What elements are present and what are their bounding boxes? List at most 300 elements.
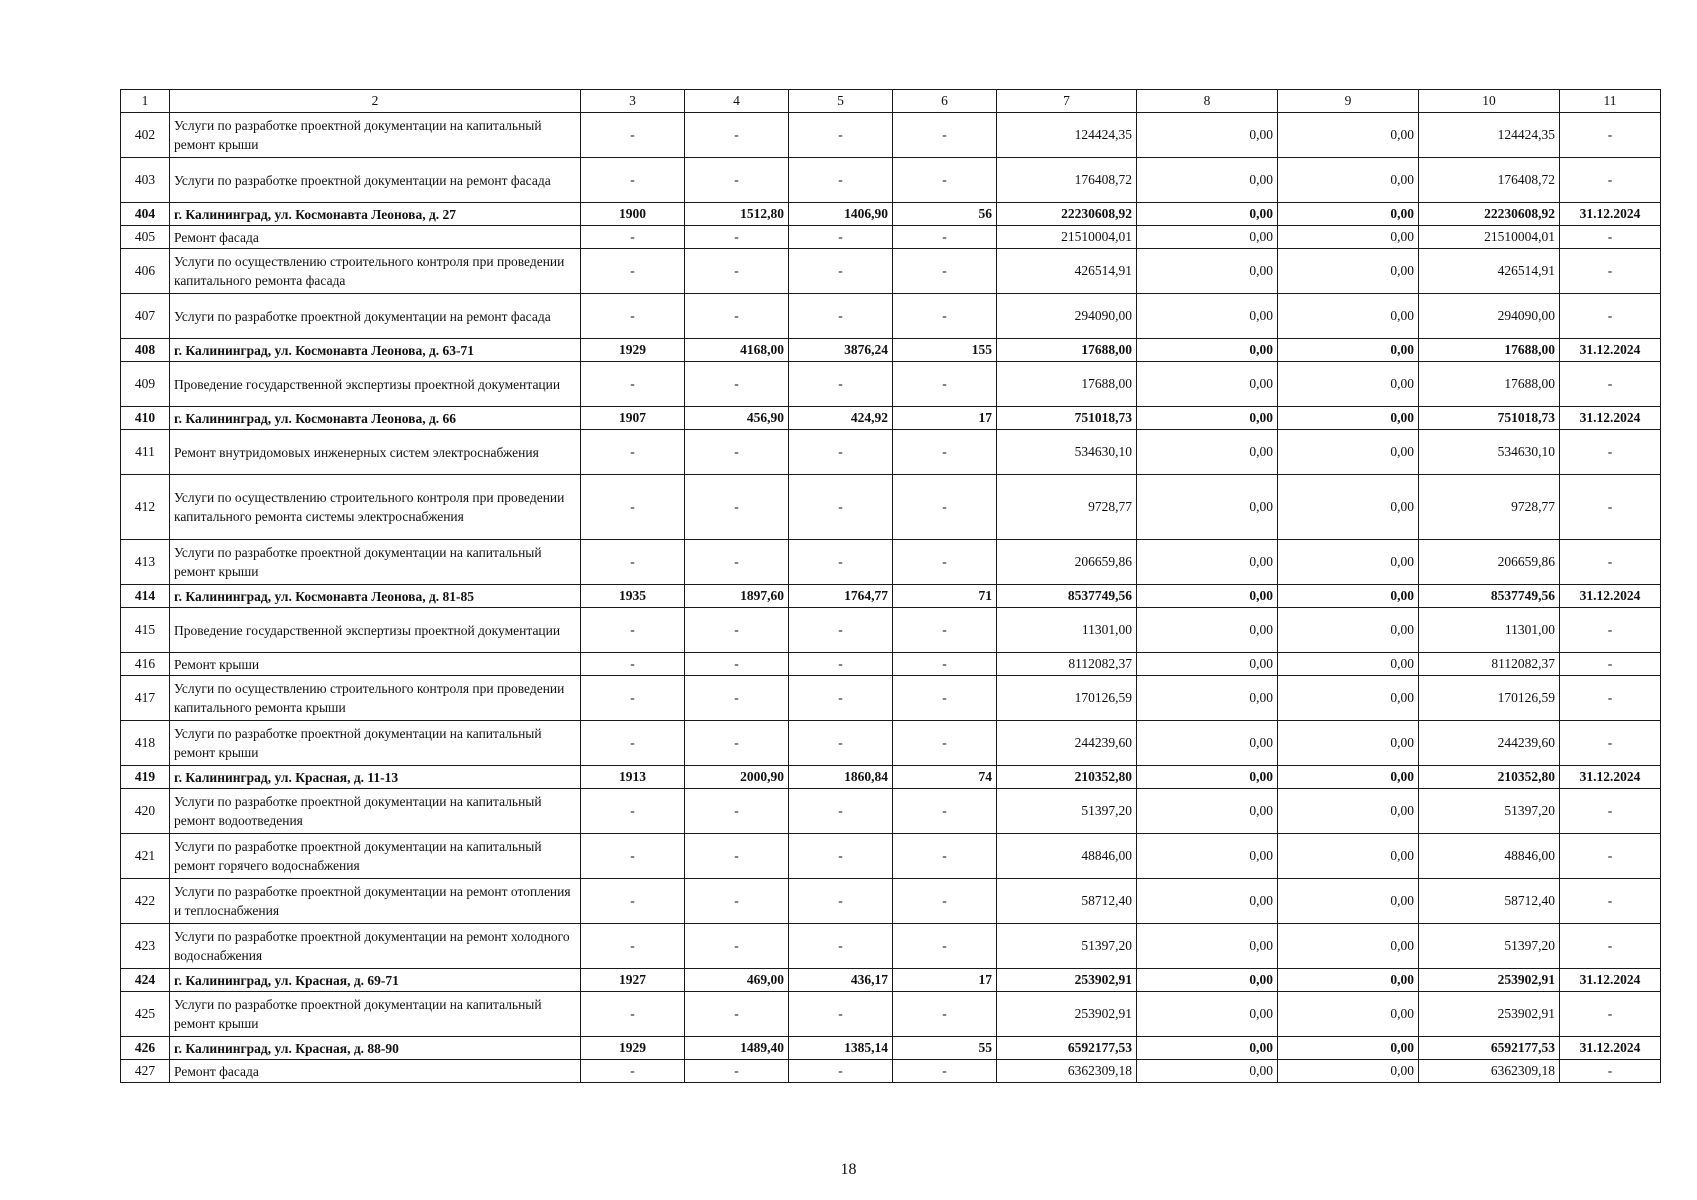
col-3-year-cell: 1927 <box>581 969 685 992</box>
work-item-row <box>121 430 1661 475</box>
row-number-cell: 412 <box>121 475 170 540</box>
col-10-total-cell: 6362309,18 <box>1419 1060 1560 1083</box>
work-item-row <box>121 992 1661 1037</box>
col-9-amount-cell: 0,00 <box>1278 1060 1419 1083</box>
address-row <box>121 969 1661 992</box>
col-8-amount-cell: 0,00 <box>1137 540 1278 585</box>
header-cell: 3 <box>581 90 685 113</box>
col-3-year-cell: - <box>581 158 685 203</box>
col-9-amount-cell: 0,00 <box>1278 407 1419 430</box>
col-9-amount-cell: 0,00 <box>1278 362 1419 407</box>
row-name-cell: Ремонт фасада <box>170 1060 581 1083</box>
col-6-count-cell: - <box>893 653 997 676</box>
col-7-total-cell: 210352,80 <box>997 766 1137 789</box>
header-cell: 1 <box>121 90 170 113</box>
col-7-total-cell: 534630,10 <box>997 430 1137 475</box>
col-10-total-cell: 21510004,01 <box>1419 226 1560 249</box>
work-item-row <box>121 834 1661 879</box>
col-5-area-cell: 1406,90 <box>789 203 893 226</box>
col-4-area-cell: - <box>685 789 789 834</box>
col-3-year-cell: 1907 <box>581 407 685 430</box>
col-11-date-cell: - <box>1560 721 1661 766</box>
col-6-count-cell: - <box>893 789 997 834</box>
row-name-cell: Проведение государственной экспертизы проектной документации <box>170 362 581 407</box>
col-3-year-cell: - <box>581 834 685 879</box>
col-9-amount-cell: 0,00 <box>1278 721 1419 766</box>
row-number-cell: 426 <box>121 1037 170 1060</box>
col-9-amount-cell: 0,00 <box>1278 1037 1419 1060</box>
col-11-date-cell: - <box>1560 789 1661 834</box>
col-11-date-cell: - <box>1560 249 1661 294</box>
row-name-cell: Услуги по разработке проектной документации на капитальный ремонт крыши <box>170 540 581 585</box>
col-7-total-cell: 8112082,37 <box>997 653 1137 676</box>
col-5-area-cell: 1385,14 <box>789 1037 893 1060</box>
col-9-amount-cell: 0,00 <box>1278 879 1419 924</box>
col-6-count-cell: - <box>893 992 997 1037</box>
col-8-amount-cell: 0,00 <box>1137 721 1278 766</box>
col-4-area-cell: - <box>685 653 789 676</box>
col-5-area-cell: - <box>789 362 893 407</box>
row-name-cell: г. Калининград, ул. Красная, д. 11-13 <box>170 766 581 789</box>
col-7-total-cell: 51397,20 <box>997 924 1137 969</box>
col-3-year-cell: - <box>581 789 685 834</box>
col-8-amount-cell: 0,00 <box>1137 362 1278 407</box>
col-11-date-cell: - <box>1560 113 1661 158</box>
col-6-count-cell: 56 <box>893 203 997 226</box>
col-10-total-cell: 210352,80 <box>1419 766 1560 789</box>
address-row <box>121 203 1661 226</box>
col-5-area-cell: - <box>789 653 893 676</box>
row-number-cell: 408 <box>121 339 170 362</box>
row-number-cell: 411 <box>121 430 170 475</box>
work-item-row <box>121 158 1661 203</box>
col-9-amount-cell: 0,00 <box>1278 294 1419 339</box>
col-3-year-cell: - <box>581 540 685 585</box>
address-row <box>121 339 1661 362</box>
col-5-area-cell: - <box>789 608 893 653</box>
address-row <box>121 407 1661 430</box>
col-11-date-cell: - <box>1560 540 1661 585</box>
col-11-date-cell: 31.12.2024 <box>1560 766 1661 789</box>
col-3-year-cell: - <box>581 924 685 969</box>
col-8-amount-cell: 0,00 <box>1137 203 1278 226</box>
col-11-date-cell: - <box>1560 879 1661 924</box>
row-number-cell: 423 <box>121 924 170 969</box>
col-9-amount-cell: 0,00 <box>1278 924 1419 969</box>
col-6-count-cell: 17 <box>893 969 997 992</box>
col-4-area-cell: - <box>685 676 789 721</box>
col-4-area-cell: 456,90 <box>685 407 789 430</box>
row-number-cell: 424 <box>121 969 170 992</box>
col-6-count-cell: 74 <box>893 766 997 789</box>
row-name-cell: г. Калининград, ул. Космонавта Леонова, д. 66 <box>170 407 581 430</box>
header-cell: 11 <box>1560 90 1661 113</box>
col-6-count-cell: - <box>893 158 997 203</box>
col-7-total-cell: 9728,77 <box>997 475 1137 540</box>
col-7-total-cell: 253902,91 <box>997 969 1137 992</box>
row-number-cell: 421 <box>121 834 170 879</box>
col-8-amount-cell: 0,00 <box>1137 789 1278 834</box>
col-5-area-cell: - <box>789 540 893 585</box>
col-7-total-cell: 8537749,56 <box>997 585 1137 608</box>
col-4-area-cell: - <box>685 158 789 203</box>
col-3-year-cell: - <box>581 721 685 766</box>
col-11-date-cell: 31.12.2024 <box>1560 339 1661 362</box>
col-7-total-cell: 426514,91 <box>997 249 1137 294</box>
row-name-cell: г. Калининград, ул. Красная, д. 69-71 <box>170 969 581 992</box>
work-item-row <box>121 294 1661 339</box>
col-11-date-cell: - <box>1560 834 1661 879</box>
col-3-year-cell: - <box>581 249 685 294</box>
row-name-cell: Услуги по разработке проектной документации на капитальный ремонт крыши <box>170 721 581 766</box>
col-10-total-cell: 124424,35 <box>1419 113 1560 158</box>
row-number-cell: 404 <box>121 203 170 226</box>
row-name-cell: Услуги по разработке проектной документации на капитальный ремонт крыши <box>170 113 581 158</box>
col-11-date-cell: - <box>1560 158 1661 203</box>
col-6-count-cell: - <box>893 721 997 766</box>
header-cell: 7 <box>997 90 1137 113</box>
row-name-cell: г. Калининград, ул. Красная, д. 88-90 <box>170 1037 581 1060</box>
col-7-total-cell: 51397,20 <box>997 789 1137 834</box>
col-11-date-cell: 31.12.2024 <box>1560 407 1661 430</box>
row-number-cell: 410 <box>121 407 170 430</box>
column-number-header <box>121 90 1661 113</box>
col-6-count-cell: 55 <box>893 1037 997 1060</box>
col-10-total-cell: 426514,91 <box>1419 249 1560 294</box>
col-5-area-cell: - <box>789 1060 893 1083</box>
col-11-date-cell: - <box>1560 362 1661 407</box>
repair-schedule-table <box>120 89 1661 1083</box>
col-6-count-cell: - <box>893 608 997 653</box>
col-7-total-cell: 48846,00 <box>997 834 1137 879</box>
row-number-cell: 402 <box>121 113 170 158</box>
row-number-cell: 422 <box>121 879 170 924</box>
row-name-cell: Услуги по разработке проектной документации на капитальный ремонт водоотведения <box>170 789 581 834</box>
col-4-area-cell: - <box>685 879 789 924</box>
col-4-area-cell: - <box>685 226 789 249</box>
col-9-amount-cell: 0,00 <box>1278 676 1419 721</box>
header-cell: 4 <box>685 90 789 113</box>
col-3-year-cell: - <box>581 608 685 653</box>
col-5-area-cell: - <box>789 924 893 969</box>
header-cell: 6 <box>893 90 997 113</box>
col-6-count-cell: - <box>893 676 997 721</box>
col-7-total-cell: 751018,73 <box>997 407 1137 430</box>
col-6-count-cell: - <box>893 1060 997 1083</box>
col-9-amount-cell: 0,00 <box>1278 992 1419 1037</box>
col-6-count-cell: - <box>893 540 997 585</box>
row-name-cell: Ремонт внутридомовых инженерных систем электроснабжения <box>170 430 581 475</box>
col-3-year-cell: 1929 <box>581 1037 685 1060</box>
col-6-count-cell: - <box>893 924 997 969</box>
col-3-year-cell: - <box>581 362 685 407</box>
col-11-date-cell: - <box>1560 1060 1661 1083</box>
col-4-area-cell: - <box>685 924 789 969</box>
col-8-amount-cell: 0,00 <box>1137 158 1278 203</box>
col-10-total-cell: 294090,00 <box>1419 294 1560 339</box>
row-name-cell: Ремонт фасада <box>170 226 581 249</box>
col-8-amount-cell: 0,00 <box>1137 294 1278 339</box>
col-4-area-cell: - <box>685 113 789 158</box>
work-item-row <box>121 924 1661 969</box>
col-11-date-cell: 31.12.2024 <box>1560 585 1661 608</box>
col-7-total-cell: 244239,60 <box>997 721 1137 766</box>
row-number-cell: 409 <box>121 362 170 407</box>
col-5-area-cell: - <box>789 992 893 1037</box>
col-9-amount-cell: 0,00 <box>1278 249 1419 294</box>
col-6-count-cell: - <box>893 113 997 158</box>
col-9-amount-cell: 0,00 <box>1278 969 1419 992</box>
col-8-amount-cell: 0,00 <box>1137 585 1278 608</box>
col-6-count-cell: - <box>893 362 997 407</box>
col-8-amount-cell: 0,00 <box>1137 339 1278 362</box>
row-name-cell: Услуги по разработке проектной документации на капитальный ремонт горячего водоснабжения <box>170 834 581 879</box>
work-item-row <box>121 475 1661 540</box>
col-11-date-cell: - <box>1560 430 1661 475</box>
header-cell: 9 <box>1278 90 1419 113</box>
work-item-row <box>121 226 1661 249</box>
row-number-cell: 405 <box>121 226 170 249</box>
col-5-area-cell: - <box>789 226 893 249</box>
row-name-cell: Услуги по осуществлению строительного контроля при проведении капитального ремонта крыши <box>170 676 581 721</box>
col-3-year-cell: - <box>581 113 685 158</box>
col-5-area-cell: - <box>789 249 893 294</box>
row-number-cell: 427 <box>121 1060 170 1083</box>
col-8-amount-cell: 0,00 <box>1137 608 1278 653</box>
col-9-amount-cell: 0,00 <box>1278 766 1419 789</box>
repair-schedule-table-wrapper <box>120 89 1660 1083</box>
row-number-cell: 403 <box>121 158 170 203</box>
col-9-amount-cell: 0,00 <box>1278 608 1419 653</box>
row-number-cell: 407 <box>121 294 170 339</box>
col-8-amount-cell: 0,00 <box>1137 834 1278 879</box>
col-10-total-cell: 253902,91 <box>1419 969 1560 992</box>
row-name-cell: г. Калининград, ул. Космонавта Леонова, д. 63-71 <box>170 339 581 362</box>
col-10-total-cell: 751018,73 <box>1419 407 1560 430</box>
col-5-area-cell: - <box>789 430 893 475</box>
col-6-count-cell: 17 <box>893 407 997 430</box>
work-item-row <box>121 249 1661 294</box>
work-item-row <box>121 1060 1661 1083</box>
work-item-row <box>121 676 1661 721</box>
col-8-amount-cell: 0,00 <box>1137 226 1278 249</box>
row-name-cell: г. Калининград, ул. Космонавта Леонова, д. 81-85 <box>170 585 581 608</box>
col-8-amount-cell: 0,00 <box>1137 249 1278 294</box>
col-10-total-cell: 58712,40 <box>1419 879 1560 924</box>
col-10-total-cell: 244239,60 <box>1419 721 1560 766</box>
col-4-area-cell: - <box>685 249 789 294</box>
page-number: 18 <box>840 1161 857 1178</box>
col-4-area-cell: - <box>685 540 789 585</box>
col-10-total-cell: 534630,10 <box>1419 430 1560 475</box>
col-4-area-cell: 469,00 <box>685 969 789 992</box>
col-4-area-cell: - <box>685 834 789 879</box>
col-10-total-cell: 176408,72 <box>1419 158 1560 203</box>
col-7-total-cell: 17688,00 <box>997 362 1137 407</box>
col-5-area-cell: - <box>789 834 893 879</box>
address-row <box>121 766 1661 789</box>
col-10-total-cell: 8112082,37 <box>1419 653 1560 676</box>
col-4-area-cell: - <box>685 294 789 339</box>
row-name-cell: Ремонт крыши <box>170 653 581 676</box>
col-6-count-cell: - <box>893 879 997 924</box>
col-3-year-cell: 1913 <box>581 766 685 789</box>
work-item-row <box>121 540 1661 585</box>
col-8-amount-cell: 0,00 <box>1137 676 1278 721</box>
work-item-row <box>121 879 1661 924</box>
work-item-row <box>121 608 1661 653</box>
col-6-count-cell: - <box>893 430 997 475</box>
work-item-row <box>121 113 1661 158</box>
col-3-year-cell: 1900 <box>581 203 685 226</box>
col-10-total-cell: 51397,20 <box>1419 924 1560 969</box>
col-9-amount-cell: 0,00 <box>1278 475 1419 540</box>
address-row <box>121 1037 1661 1060</box>
header-cell: 2 <box>170 90 581 113</box>
row-name-cell: Услуги по разработке проектной документации на ремонт холодного водоснабжения <box>170 924 581 969</box>
col-7-total-cell: 170126,59 <box>997 676 1137 721</box>
col-5-area-cell: 424,92 <box>789 407 893 430</box>
col-7-total-cell: 176408,72 <box>997 158 1137 203</box>
col-4-area-cell: - <box>685 362 789 407</box>
col-8-amount-cell: 0,00 <box>1137 766 1278 789</box>
row-name-cell: Услуги по разработке проектной документации на ремонт отопления и теплоснабжения <box>170 879 581 924</box>
col-8-amount-cell: 0,00 <box>1137 992 1278 1037</box>
col-11-date-cell: 31.12.2024 <box>1560 203 1661 226</box>
col-4-area-cell: 1489,40 <box>685 1037 789 1060</box>
col-11-date-cell: - <box>1560 653 1661 676</box>
col-5-area-cell: 3876,24 <box>789 339 893 362</box>
col-9-amount-cell: 0,00 <box>1278 789 1419 834</box>
col-8-amount-cell: 0,00 <box>1137 879 1278 924</box>
col-3-year-cell: 1935 <box>581 585 685 608</box>
col-6-count-cell: - <box>893 226 997 249</box>
col-8-amount-cell: 0,00 <box>1137 407 1278 430</box>
row-name-cell: Проведение государственной экспертизы проектной документации <box>170 608 581 653</box>
col-7-total-cell: 58712,40 <box>997 879 1137 924</box>
col-5-area-cell: - <box>789 475 893 540</box>
header-cell: 10 <box>1419 90 1560 113</box>
col-10-total-cell: 253902,91 <box>1419 992 1560 1037</box>
col-7-total-cell: 206659,86 <box>997 540 1137 585</box>
col-5-area-cell: - <box>789 158 893 203</box>
col-9-amount-cell: 0,00 <box>1278 203 1419 226</box>
work-item-row <box>121 721 1661 766</box>
col-3-year-cell: 1929 <box>581 339 685 362</box>
row-number-cell: 413 <box>121 540 170 585</box>
col-4-area-cell: - <box>685 475 789 540</box>
row-number-cell: 406 <box>121 249 170 294</box>
col-11-date-cell: 31.12.2024 <box>1560 969 1661 992</box>
col-4-area-cell: - <box>685 1060 789 1083</box>
col-9-amount-cell: 0,00 <box>1278 113 1419 158</box>
col-11-date-cell: - <box>1560 226 1661 249</box>
row-number-cell: 417 <box>121 676 170 721</box>
row-number-cell: 416 <box>121 653 170 676</box>
col-6-count-cell: - <box>893 834 997 879</box>
row-name-cell: Услуги по разработке проектной документации на ремонт фасада <box>170 294 581 339</box>
col-4-area-cell: - <box>685 721 789 766</box>
col-4-area-cell: 2000,90 <box>685 766 789 789</box>
row-name-cell: г. Калининград, ул. Космонавта Леонова, д. 27 <box>170 203 581 226</box>
col-5-area-cell: - <box>789 113 893 158</box>
col-4-area-cell: - <box>685 992 789 1037</box>
col-11-date-cell: - <box>1560 676 1661 721</box>
col-9-amount-cell: 0,00 <box>1278 653 1419 676</box>
col-11-date-cell: - <box>1560 608 1661 653</box>
work-item-row <box>121 362 1661 407</box>
col-3-year-cell: - <box>581 992 685 1037</box>
col-7-total-cell: 17688,00 <box>997 339 1137 362</box>
row-number-cell: 414 <box>121 585 170 608</box>
col-11-date-cell: 31.12.2024 <box>1560 1037 1661 1060</box>
row-name-cell: Услуги по осуществлению строительного контроля при проведении капитального ремонта системы электроснабжения <box>170 475 581 540</box>
col-5-area-cell: - <box>789 676 893 721</box>
col-9-amount-cell: 0,00 <box>1278 226 1419 249</box>
col-9-amount-cell: 0,00 <box>1278 339 1419 362</box>
col-4-area-cell: 1512,80 <box>685 203 789 226</box>
col-9-amount-cell: 0,00 <box>1278 158 1419 203</box>
col-5-area-cell: - <box>789 789 893 834</box>
col-3-year-cell: - <box>581 294 685 339</box>
col-10-total-cell: 8537749,56 <box>1419 585 1560 608</box>
col-7-total-cell: 22230608,92 <box>997 203 1137 226</box>
row-number-cell: 418 <box>121 721 170 766</box>
col-10-total-cell: 48846,00 <box>1419 834 1560 879</box>
col-10-total-cell: 11301,00 <box>1419 608 1560 653</box>
col-6-count-cell: 155 <box>893 339 997 362</box>
col-3-year-cell: - <box>581 475 685 540</box>
col-10-total-cell: 17688,00 <box>1419 362 1560 407</box>
row-number-cell: 420 <box>121 789 170 834</box>
work-item-row <box>121 789 1661 834</box>
col-3-year-cell: - <box>581 879 685 924</box>
col-5-area-cell: 436,17 <box>789 969 893 992</box>
col-6-count-cell: - <box>893 475 997 540</box>
col-11-date-cell: - <box>1560 924 1661 969</box>
col-8-amount-cell: 0,00 <box>1137 653 1278 676</box>
work-item-row <box>121 653 1661 676</box>
col-4-area-cell: 1897,60 <box>685 585 789 608</box>
col-11-date-cell: - <box>1560 294 1661 339</box>
col-9-amount-cell: 0,00 <box>1278 834 1419 879</box>
col-10-total-cell: 9728,77 <box>1419 475 1560 540</box>
col-5-area-cell: - <box>789 879 893 924</box>
col-7-total-cell: 124424,35 <box>997 113 1137 158</box>
col-3-year-cell: - <box>581 653 685 676</box>
col-10-total-cell: 17688,00 <box>1419 339 1560 362</box>
col-5-area-cell: 1764,77 <box>789 585 893 608</box>
col-5-area-cell: - <box>789 721 893 766</box>
col-9-amount-cell: 0,00 <box>1278 430 1419 475</box>
row-name-cell: Услуги по осуществлению строительного контроля при проведении капитального ремонта фасада <box>170 249 581 294</box>
table-body <box>121 90 1661 1083</box>
col-9-amount-cell: 0,00 <box>1278 585 1419 608</box>
col-7-total-cell: 253902,91 <box>997 992 1137 1037</box>
row-number-cell: 415 <box>121 608 170 653</box>
col-8-amount-cell: 0,00 <box>1137 969 1278 992</box>
col-4-area-cell: - <box>685 608 789 653</box>
col-8-amount-cell: 0,00 <box>1137 475 1278 540</box>
header-cell: 5 <box>789 90 893 113</box>
col-8-amount-cell: 0,00 <box>1137 430 1278 475</box>
col-10-total-cell: 170126,59 <box>1419 676 1560 721</box>
col-7-total-cell: 6362309,18 <box>997 1060 1137 1083</box>
col-4-area-cell: 4168,00 <box>685 339 789 362</box>
col-11-date-cell: - <box>1560 992 1661 1037</box>
col-6-count-cell: - <box>893 294 997 339</box>
col-11-date-cell: - <box>1560 475 1661 540</box>
